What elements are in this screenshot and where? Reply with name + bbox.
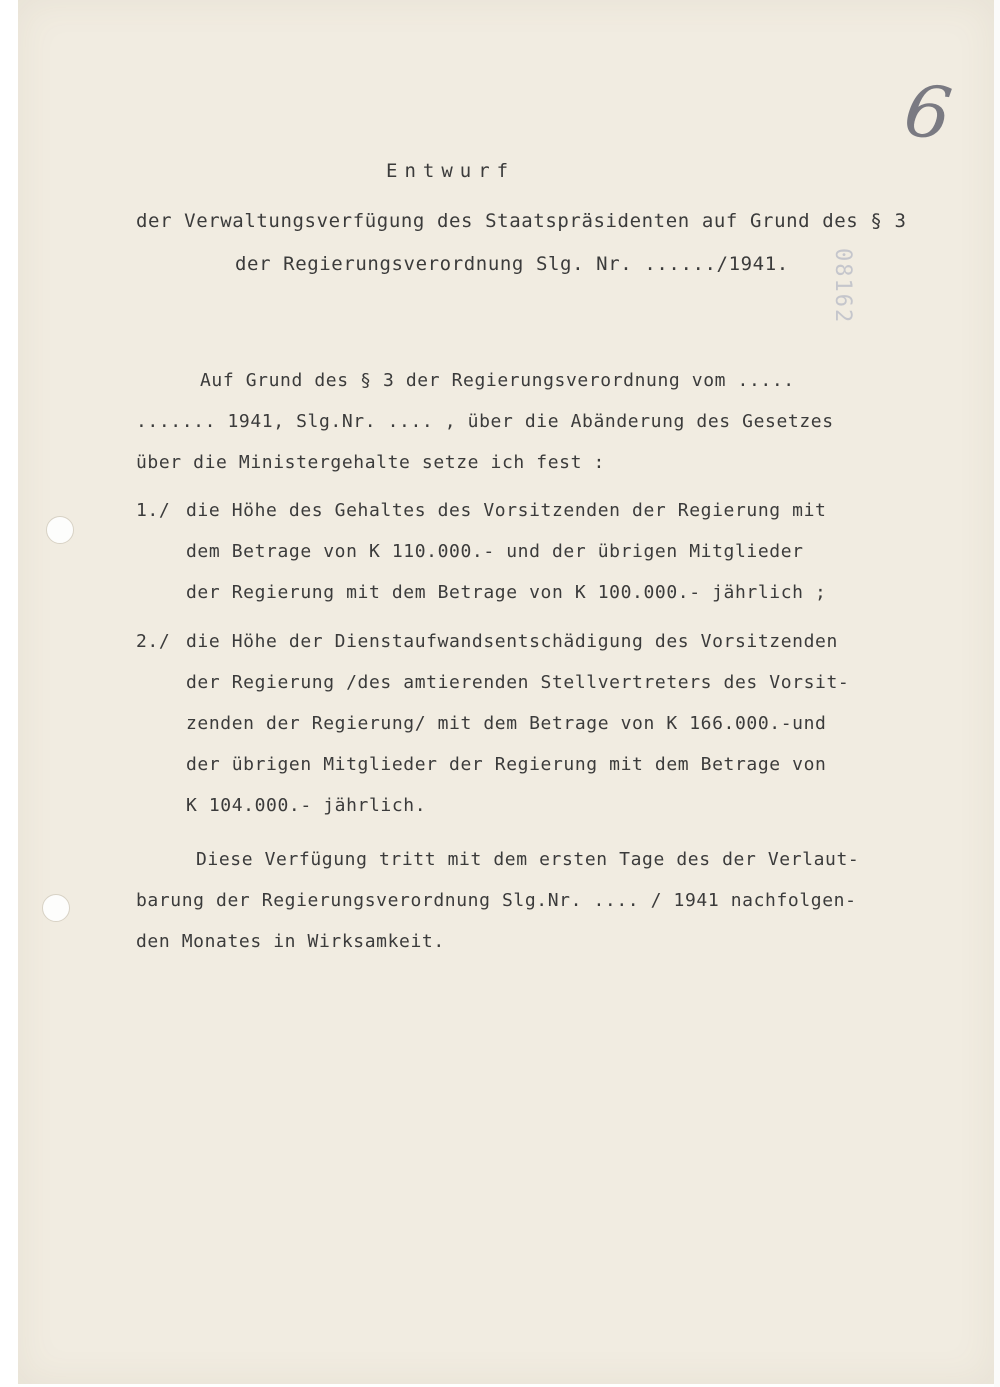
closing-line-3: den Monates in Wirksamkeit. [136, 931, 445, 952]
page-edge [994, 0, 1000, 1387]
item-1-line-3: der Regierung mit dem Betrage von K 100.000.- jährlich ; [186, 582, 827, 603]
intro-line-2: ....... 1941, Slg.Nr. .... , über die Abänderung des Gesetzes [136, 411, 834, 432]
item-2-line-5: K 104.000.- jährlich. [186, 795, 427, 816]
subtitle-line-1: der Verwaltungsverfügung des Staatspräsidenten auf Grund des § 3 [136, 210, 907, 232]
handwritten-page-number: 6 [899, 67, 957, 157]
item-2-line-2: der Regierung /des amtierenden Stellvertreters des Vorsit- [186, 672, 850, 693]
intro-line-1: Auf Grund des § 3 der Regierungsverordnung vom ..... [200, 370, 795, 391]
item-2-line-1: die Höhe der Dienstaufwandsentschädigung des Vorsitzenden [186, 631, 838, 652]
subtitle-line-2: der Regierungsverordnung Slg. Nr. ....../1941. [235, 253, 789, 275]
archive-stamp-number: 08162 [830, 248, 855, 325]
item-1-number: 1./ [136, 500, 171, 521]
intro-line-3: über die Ministergehalte setze ich fest : [136, 452, 605, 473]
item-2-line-3: zenden der Regierung/ mit dem Betrage von K 166.000.-und [186, 713, 827, 734]
document-title: Entwurf [386, 160, 516, 182]
item-2-number: 2./ [136, 631, 171, 652]
punch-hole-top [46, 516, 74, 544]
closing-line-1: Diese Verfügung tritt mit dem ersten Tage des der Verlaut- [196, 849, 860, 870]
closing-line-2: barung der Regierungsverordnung Slg.Nr. .... / 1941 nachfolgen- [136, 890, 857, 911]
item-2-line-4: der übrigen Mitglieder der Regierung mit dem Betrage von [186, 754, 827, 775]
punch-hole-bottom [42, 894, 70, 922]
item-1-line-1: die Höhe des Gehaltes des Vorsitzenden der Regierung mit [186, 500, 827, 521]
item-1-line-2: dem Betrage von K 110.000.- und der übrigen Mitglieder [186, 541, 804, 562]
